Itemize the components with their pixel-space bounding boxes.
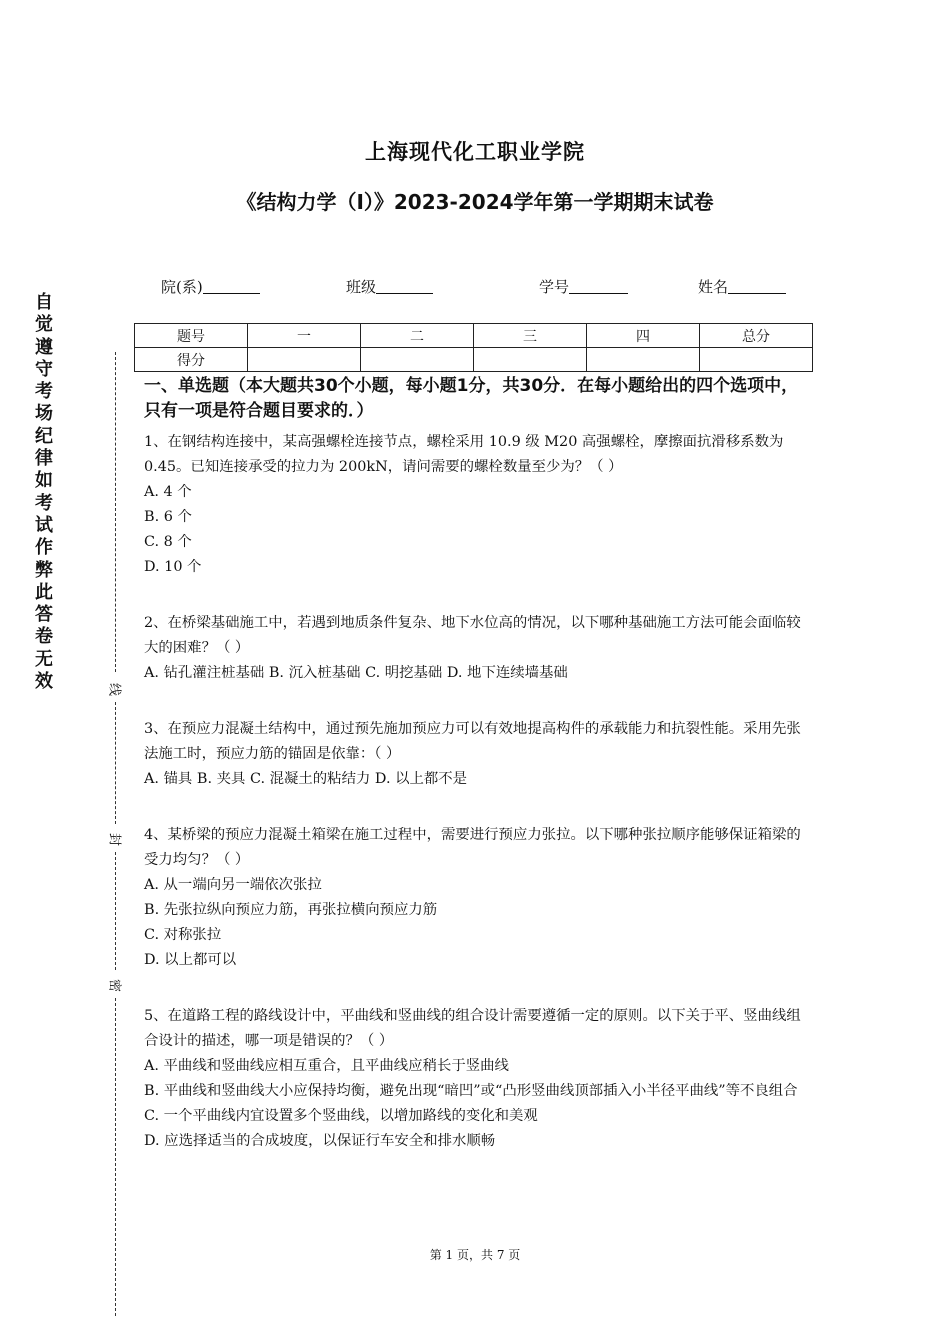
score-header-cell: 二 <box>361 324 474 348</box>
department-label: 院(系) <box>161 278 203 296</box>
score-table-score-row <box>135 348 813 372</box>
question-option[interactable]: D. 10 个 <box>144 559 202 575</box>
question-option[interactable]: C. 一个平曲线内宜设置多个竖曲线，以增加路线的变化和美观 <box>144 1108 538 1124</box>
department-blank[interactable] <box>203 279 260 294</box>
question <box>144 1004 812 1154</box>
side-notice <box>32 292 56 693</box>
score-header-cell: 题号 <box>135 324 248 348</box>
side-notice-char: 无 <box>35 648 53 670</box>
side-notice-char: 效 <box>35 671 53 693</box>
score-cell[interactable] <box>700 348 813 372</box>
side-notice-char: 律 <box>35 448 53 470</box>
question <box>144 430 812 580</box>
side-notice-char: 作 <box>35 537 53 559</box>
binding-line-segment <box>115 998 116 1316</box>
question-stem: 4、某桥梁的预应力混凝土箱梁在施工过程中，需要进行预应力张拉。以下哪种张拉顺序能够保证箱梁的受力均匀？（ ） <box>144 827 801 868</box>
score-header-cell: 三 <box>474 324 587 348</box>
question-option[interactable]: A. 4 个 <box>144 484 192 500</box>
question-stem: 5、在道路工程的路线设计中，平曲线和竖曲线的组合设计需要遵循一定的原则。以下关于平、竖曲线组合设计的描述，哪一项是错误的？（ ） <box>144 1008 801 1049</box>
side-notice-char: 考 <box>35 381 53 403</box>
question-stem: 3、在预应力混凝土结构中，通过预先施加预应力可以有效地提高构件的承载能力和抗裂性能。采用先张法施工时，预应力筋的锚固是依靠：（ ） <box>144 721 801 762</box>
student-id-field <box>539 276 628 297</box>
question-option[interactable]: A. 锚具 B. 夹具 C. 混凝土的粘结力 D. 以上都不是 <box>144 771 468 787</box>
exam-content <box>144 374 812 1154</box>
seal-mark-seal: 封 <box>107 832 126 848</box>
name-label: 姓名 <box>698 278 729 296</box>
student-id-label: 学号 <box>539 278 570 296</box>
question-option[interactable]: B. 先张拉纵向预应力筋，再张拉横向预应力筋 <box>144 902 438 918</box>
question <box>144 823 812 973</box>
side-notice-char: 纪 <box>35 425 53 447</box>
side-notice-char: 觉 <box>35 314 53 336</box>
class-label: 班级 <box>346 278 377 296</box>
binding-line-segment <box>115 702 116 824</box>
question-stem: 2、在桥梁基础施工中，若遇到地质条件复杂、地下水位高的情况，以下哪种基础施工方法可能会面临较大的困难？（ ） <box>144 615 801 656</box>
score-header-cell: 一 <box>248 324 361 348</box>
side-notice-char: 守 <box>35 358 53 380</box>
class-field <box>346 276 433 297</box>
binding-line-segment <box>115 852 116 970</box>
score-table <box>134 323 813 372</box>
question-option[interactable]: A. 钻孔灌注桩基础 B. 沉入桩基础 C. 明挖基础 D. 地下连续墙基础 <box>144 665 568 681</box>
class-blank[interactable] <box>376 279 433 294</box>
binding-line-segment <box>115 352 116 672</box>
name-blank[interactable] <box>728 279 786 294</box>
score-cell[interactable] <box>248 348 361 372</box>
question-option[interactable]: B. 平曲线和竖曲线大小应保持均衡，避免出现“暗凹”或“凸形竖曲线顶部插入小半径平曲线”等不良组合 <box>144 1083 798 1099</box>
page-footer: 第 1 页，共 7 页 <box>429 1248 521 1262</box>
score-cell[interactable] <box>587 348 700 372</box>
question-option[interactable]: C. 对称张拉 <box>144 927 222 943</box>
side-notice-char: 场 <box>35 403 53 425</box>
exam-title: 《结构力学（I）》2023-2024学年第一学期期末试卷 <box>236 190 714 214</box>
department-field <box>161 276 260 297</box>
score-header-cell: 总分 <box>700 324 813 348</box>
score-header-cell: 四 <box>587 324 700 348</box>
seal-mark-line: 线 <box>107 682 126 698</box>
side-notice-char: 如 <box>35 470 53 492</box>
side-notice-char: 弊 <box>35 559 53 581</box>
question <box>144 717 812 792</box>
question-option[interactable]: C. 8 个 <box>144 534 192 550</box>
question-option[interactable]: A. 从一端向另一端依次张拉 <box>144 877 322 893</box>
score-cell[interactable] <box>474 348 587 372</box>
side-notice-char: 此 <box>35 581 53 603</box>
question-option[interactable]: B. 6 个 <box>144 509 192 525</box>
side-notice-char: 答 <box>35 604 53 626</box>
side-notice-char: 试 <box>35 514 53 536</box>
question-option[interactable]: A. 平曲线和竖曲线应相互重合，且平曲线应稍长于竖曲线 <box>144 1058 509 1074</box>
student-id-blank[interactable] <box>569 279 628 294</box>
question-option[interactable]: D. 以上都可以 <box>144 952 237 968</box>
seal-mark-close: 密 <box>107 978 126 994</box>
side-notice-char: 考 <box>35 492 53 514</box>
side-notice-char: 自 <box>35 292 53 313</box>
side-notice-char: 遵 <box>35 336 53 358</box>
question-option[interactable]: D. 应选择适当的合成坡度，以保证行车安全和排水顺畅 <box>144 1133 496 1149</box>
name-field <box>698 276 786 297</box>
side-notice-char: 卷 <box>35 626 53 648</box>
score-cell[interactable] <box>361 348 474 372</box>
question <box>144 611 812 686</box>
section-heading: 一、单选题（本大题共30个小题，每小题1分，共30分．在每小题给出的四个选项中，只有一项是符合题目要求的．） <box>144 376 799 421</box>
school-name: 上海现代化工职业学院 <box>365 140 585 164</box>
score-row-label: 得分 <box>135 348 248 372</box>
score-table-header-row <box>135 324 813 348</box>
question-stem: 1、在钢结构连接中，某高强螺栓连接节点，螺栓采用 10.9 级 M20 高强螺栓，摩擦面抗滑移系数为 0.45。已知连接承受的拉力为 200kN，请问需要的螺栓数量至少为？（ ） <box>144 434 784 475</box>
